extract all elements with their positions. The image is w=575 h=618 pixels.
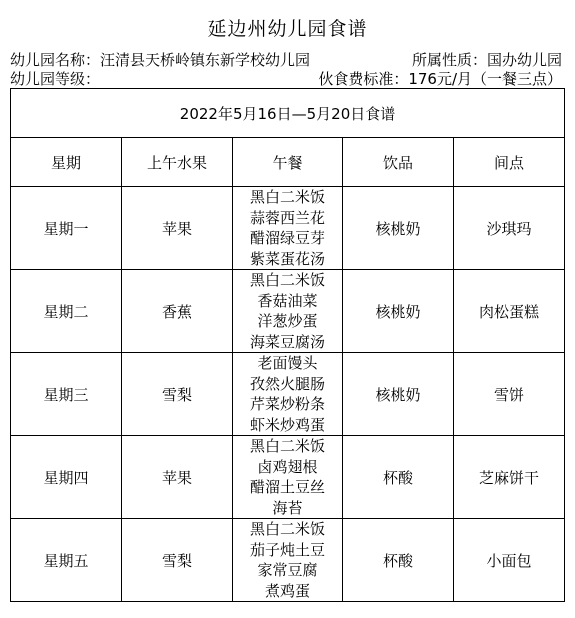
table-row — [11, 353, 565, 436]
info-line-2 — [10, 70, 562, 88]
lunch-dish: 黑白二米饭 — [249, 520, 325, 538]
fruit-cell: 苹果 — [122, 436, 233, 519]
snack-cell: 小面包 — [454, 519, 565, 602]
day-cell: 星期四 — [11, 436, 122, 519]
snack-cell: 肉松蛋糕 — [454, 270, 565, 353]
kindergarten-name: 幼儿园名称：汪清县天桥岭镇东新学校幼儿园 — [10, 51, 311, 69]
lunch-dish: 家常豆腐 — [257, 561, 318, 579]
drink-cell: 杯酸 — [343, 519, 454, 602]
fruit-cell: 香蕉 — [122, 270, 233, 353]
snack-cell: 雪饼 — [454, 353, 565, 436]
page-title: 延边州幼儿园食谱 — [207, 18, 368, 40]
info-line-1 — [10, 51, 562, 69]
lunch-cell — [233, 353, 343, 436]
lunch-dish: 茄子炖土豆 — [249, 540, 325, 559]
day-cell: 星期五 — [11, 519, 122, 602]
lunch-dish: 海苔 — [272, 498, 303, 517]
lunch-dish: 紫菜蛋花汤 — [249, 249, 325, 268]
lunch-dish: 煮鸡蛋 — [264, 581, 310, 600]
menu-table — [10, 88, 565, 602]
table-row — [11, 270, 565, 353]
lunch-dish: 洋葱炒蛋 — [257, 312, 318, 330]
lunch-cell — [233, 519, 343, 602]
table-row — [11, 436, 565, 519]
lunch-dish: 醋溜土豆丝 — [249, 478, 325, 496]
day-cell: 星期一 — [11, 187, 122, 270]
lunch-dish: 黑白二米饭 — [249, 188, 325, 206]
snack-cell: 沙琪玛 — [454, 187, 565, 270]
drink-cell: 核桃奶 — [343, 270, 454, 353]
header-fruit: 上午水果 — [122, 138, 233, 187]
header-snack: 间点 — [454, 138, 565, 187]
fruit-cell: 雪梨 — [122, 353, 233, 436]
drink-cell: 核桃奶 — [343, 353, 454, 436]
table-row — [11, 519, 565, 602]
lunch-dish: 老面馒头 — [257, 354, 318, 372]
day-cell: 星期二 — [11, 270, 122, 353]
kindergarten-grade: 幼儿园等级： — [10, 70, 101, 88]
lunch-dish: 黑白二米饭 — [249, 271, 325, 289]
header-drink: 饮品 — [343, 138, 454, 187]
meal-fee-standard: 伙食费标准：176元/月（一餐三点） — [318, 70, 562, 88]
header-lunch: 午餐 — [233, 138, 343, 187]
header-row — [11, 138, 565, 187]
lunch-dish: 醋溜绿豆芽 — [249, 229, 325, 247]
snack-cell: 芝麻饼干 — [454, 436, 565, 519]
lunch-dish: 蒜蓉西兰花 — [249, 208, 325, 227]
date-range: 2022年5月16日—5月20日食谱 — [11, 89, 565, 138]
lunch-cell — [233, 187, 343, 270]
lunch-dish: 芹菜炒粉条 — [249, 395, 325, 413]
drink-cell: 核桃奶 — [343, 187, 454, 270]
lunch-dish: 黑白二米饭 — [249, 437, 325, 455]
lunch-cell — [233, 270, 343, 353]
header-day: 星期 — [11, 138, 122, 187]
lunch-dish: 孜然火腿肠 — [249, 374, 325, 393]
drink-cell: 杯酸 — [343, 436, 454, 519]
ownership-type: 所属性质：国办幼儿园 — [411, 51, 562, 69]
lunch-dish: 海菜豆腐汤 — [249, 332, 325, 351]
lunch-dish: 卤鸡翅根 — [257, 457, 318, 476]
lunch-dish: 虾米炒鸡蛋 — [249, 415, 325, 434]
lunch-cell — [233, 436, 343, 519]
table-row — [11, 187, 565, 270]
day-cell: 星期三 — [11, 353, 122, 436]
fruit-cell: 雪梨 — [122, 519, 233, 602]
fruit-cell: 苹果 — [122, 187, 233, 270]
lunch-dish: 香菇油菜 — [257, 291, 318, 310]
